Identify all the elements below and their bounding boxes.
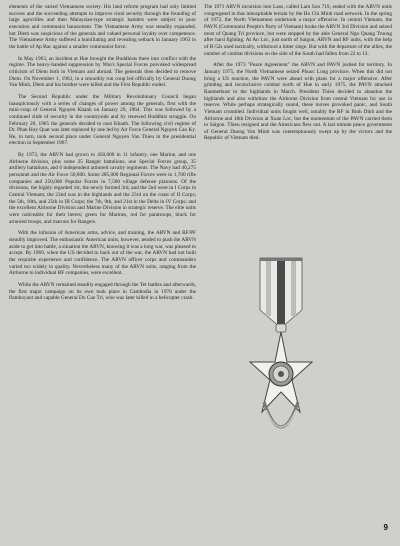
paragraph: The 1971 ARVN incursion into Laos, called Lam Son 719, ended with the ARVN units congregated in that inhospitable terrain by the Ho Chi Minh road network. In the spring of 1972, the North Vietnamese undertook a major offensive. In central Vietnam, the PAVN (Communist People's Party of Vietnam) broke the ARVN 3rd Division and seized most of Quang Tri province, but were stopped by the able General Ngo Quang Truong after hard fighting. At An Loc, just north of Saigon, ARVN and RF units, with the help of B-52s used tactically, withstood a bitter siege. But with the departure of the allies, the number of combat divisions on the side of the South had fallen from 22 to 13. [204,4,392,57]
page-number: 9 [383,523,388,532]
paragraph: While the ARVN remained steadily engaged through the Tet battles and afterwards, the first major campaign on its own took place in Cambodia in 1970 under the flamboyant and capable General Do Cao Tri, who was later killed in a helicopter crash. [9,281,196,302]
medal-clasp [276,324,286,332]
right-text-column [204,4,392,147]
paragraph: By 1973, the ARVN had grown to 450,000 in 11 infantry, one Marine, and one Airborne division, plus some 25 Ranger battalions, one Special Forces group, 35 artillery battalions, and 6 independent armored cavalry regiments. The Navy had 40,275 personnel and the Air Force 50,000. Some 285,000 Regional Forces were in 1,700 rifle companies and 250,000 Popular Forces in 7,500 village defense platoons. Of the divisions, the highly regarded 1st, the newly formed 3rd, and the 2nd were in I Corps in Central Vietnam; the 22nd was in the highlands and the 23rd on the coast of II Corps; the 5th, 18th, and 25th in III Corps; the 7th, 9th, and 21st in the Delta in IV Corps; and the excellent Airborne Division and Marine Division in strategic reserve. The elite units were noticeable for their berets; green for Marines, red for paratroops, black for armored troops, and maroon for Rangers. [9,152,196,225]
medal-illustration [246,252,316,457]
medal-star [250,332,312,412]
paragraph: elements of the varied Vietnamese society. His land reform program had only limited success and the succeeding attempts to improve rural security through the founding of large agrovilles and then Malaysian-type strategic hamlets were subject to poor execution and communist harassment. The Vietnamese Army was steadily expanded, but Diem was suspicious of the generals and valued personal loyalty over competence. The Vietnamese Army suffered a humiliating and revealing setback in January 1963 in the battle of Ap Bac against a smaller communist force. [9,4,196,50]
medal-wreath [264,402,298,427]
paragraph: The Second Republic under the Military Revolutionary Council began inauspiciously with a series of changes of power among the generals, first with the mini-coup of General Nguyen Khanh on January 29, 1964. This was followed by a continued slide of security in the countryside and by renewed Buddhist struggle. On February 20, 1965 the generals decided to oust Khanh. The following civil regime of Dr. Phan Huy Quat was later replaced by one led by Air Force General Nguyen Cao Ky. He, in turn, took second place under General Nguyen Van Thieu in the presidential election in September 1967. [9,93,196,147]
paragraph: In May 1963, an incident at Hue brought the Buddhists there into conflict with the regime. The heavy-handed suppression by Nhu's Special Forces provoked widespread criticism of Diem both in Vietnam and abroad. The generals then decided to remove Diem. On November 1, 1963, in a smoothly run coup led officially by General Duong Van Minh, Diem and his brother were killed and the First Republic ended. [9,55,196,89]
paragraph: With the infusion of American arms, advice, and training, the ARVN and RF/PF steadily improved. The enthusiastic American units, however, tended to push the ARVN aside to get into battle, a situation the ARVN, knowing it was a long war, was pleased to accept. By 1969, when the US decided to back out of the war, the ARVN had not built the requisite experience and confidence. The ARVN officer corps and commanders varied too widely in quality. Nevertheless many of the ARVN units, ranging from the Airborne to individual RF companies, were excellent. [9,230,196,277]
paragraph: After the 1973 "Peace Agreement" the ARVN and PAVN jostled for territory. In January 1975, the North Vietnamese seized Phuoc Long province. When this did not bring a US reaction, the PAVN were ahead with plans for a major offensive. After grinding and inconclusive combat north of Hue in early 1975, the PAVN attacked Banmethuot in the highlands in March. President Thieu decided to abandon the highlands and also withdraw the Airborne Division from central Vietnam for use in reserve. While perhaps strategically sound, these moves provoked panic, and South Vietnam crumbled. Individual units fought well, notably the RF in Binh Dinh and the Airborne and 18th Division at Xuan Loc, but the momentum of the PAVN carried them to Saigon. Thieu resigned and the Americans flew out. A last minute peace government of General Duong Van Minh was contemptuously swept up by the victors and the Republic of Vietnam died. [204,62,392,142]
left-text-column [9,4,196,307]
medal-ribbon [260,258,302,328]
